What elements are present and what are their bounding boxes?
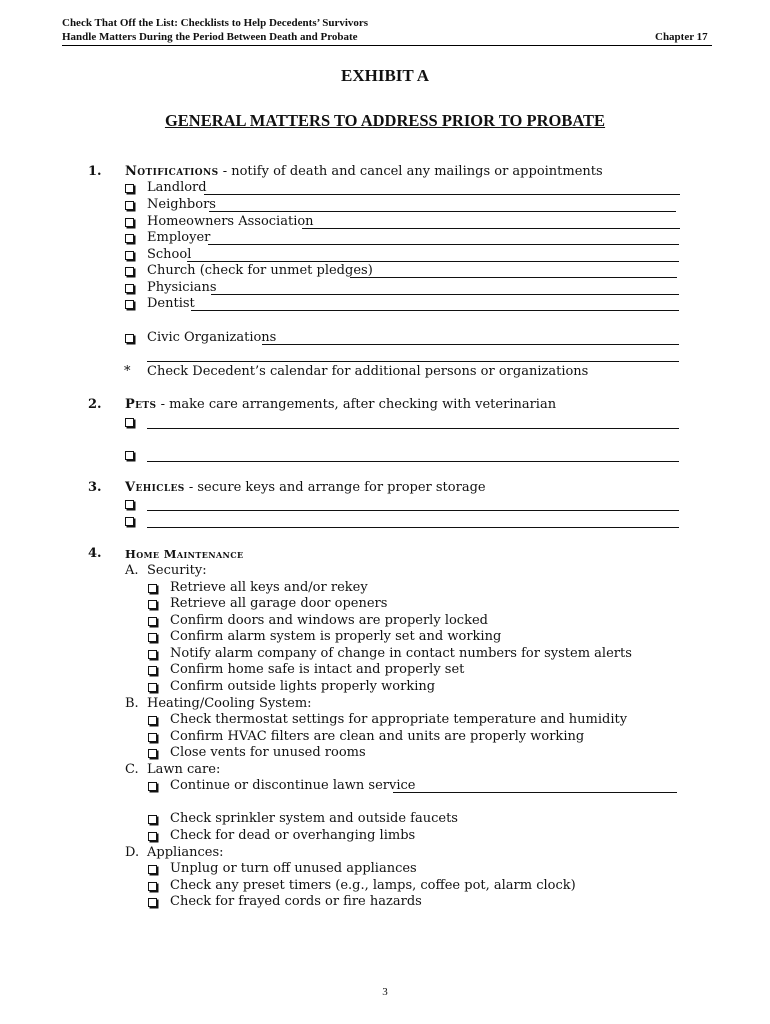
list-item: Retrieve all garage door openers — [170, 596, 388, 611]
list-item: Retrieve all keys and/or rekey — [170, 580, 368, 595]
home-maintenance-heading-row — [125, 546, 244, 563]
list-item: Notify alarm company of change in contact numbers for system alerts — [170, 646, 632, 661]
header-title-line2: Handle Matters During the Period Between Death and Probate — [62, 31, 358, 43]
list-item: Check for dead or overhanging limbs — [170, 828, 416, 843]
checkbox[interactable] — [148, 633, 157, 642]
section-number: 2. — [88, 397, 102, 412]
pets-desc: - make care arrangements, after checking with veterinarian — [156, 397, 557, 412]
subsection-label: Lawn care: — [147, 762, 221, 777]
subsection-letter: C. — [125, 762, 139, 777]
blank-line[interactable] — [147, 510, 679, 511]
blank-line[interactable] — [262, 344, 679, 345]
notifications-desc: - notify of death and cancel any mailings or appointments — [218, 164, 603, 179]
header-rule — [62, 45, 712, 46]
blank-line[interactable] — [350, 277, 677, 278]
subsection-label: Heating/Cooling System: — [147, 696, 312, 711]
page-number: 3 — [382, 986, 388, 998]
asterisk: * — [124, 364, 131, 379]
header-title-line1: Check That Off the List: Checklists to Help Decedents’ Survivors — [62, 17, 369, 29]
list-item: Unplug or turn off unused appliances — [170, 861, 417, 876]
checkbox[interactable] — [148, 666, 157, 675]
checkbox[interactable] — [125, 418, 134, 427]
checkbox[interactable] — [148, 749, 157, 758]
subsection-label: Appliances: — [147, 845, 224, 860]
checkbox[interactable] — [148, 865, 157, 874]
list-item: Close vents for unused rooms — [170, 745, 366, 760]
list-item: Confirm outside lights properly working — [170, 679, 436, 694]
list-item: Confirm HVAC filters are clean and units are properly working — [170, 729, 585, 744]
subsection-letter: B. — [125, 696, 139, 711]
list-item: Landlord — [147, 180, 207, 195]
checkbox[interactable] — [125, 517, 134, 526]
page-title: GENERAL MATTERS TO ADDRESS PRIOR TO PROBATE — [164, 111, 606, 130]
checkbox[interactable] — [125, 300, 134, 309]
checkbox[interactable] — [148, 600, 157, 609]
blank-line[interactable] — [204, 194, 680, 195]
list-item: Confirm doors and windows are properly locked — [170, 613, 488, 628]
checkbox[interactable] — [125, 251, 134, 260]
blank-line[interactable] — [209, 211, 676, 212]
checkbox[interactable] — [148, 650, 157, 659]
list-item: Physicians — [147, 280, 217, 295]
checkbox[interactable] — [125, 267, 134, 276]
civic-organizations-label: Civic Organizations — [147, 330, 277, 345]
subsection-letter: A. — [125, 563, 139, 578]
blank-line[interactable] — [208, 244, 679, 245]
section-number: 1. — [88, 164, 102, 179]
list-item: Dentist — [147, 296, 195, 311]
vehicles-heading: Vehicles — [125, 480, 185, 495]
checkbox[interactable] — [125, 218, 134, 227]
list-item: Church (check for unmet pledges) — [147, 263, 373, 278]
blank-line[interactable] — [147, 461, 679, 462]
blank-line[interactable] — [191, 310, 679, 311]
blank-line[interactable] — [187, 261, 679, 262]
list-item: Check any preset timers (e.g., lamps, coffee pot, alarm clock) — [170, 878, 576, 893]
notifications-heading-row — [125, 164, 603, 180]
list-item: Check for frayed cords or fire hazards — [170, 894, 422, 909]
checkbox[interactable] — [125, 201, 134, 210]
blank-line[interactable] — [147, 527, 679, 528]
list-item: Confirm home safe is intact and properly set — [170, 662, 465, 677]
blank-line[interactable] — [211, 294, 679, 295]
pets-heading-row — [125, 397, 556, 413]
list-item: Homeowners Association — [147, 214, 314, 229]
blank-line[interactable] — [147, 361, 679, 362]
list-item: Neighbors — [147, 197, 216, 212]
checkbox[interactable] — [125, 334, 134, 343]
checkbox[interactable] — [148, 782, 157, 791]
checkbox[interactable] — [148, 733, 157, 742]
list-item: Check thermostat settings for appropriate temperature and humidity — [170, 712, 628, 727]
notifications-heading: Notifications — [125, 164, 219, 179]
checkbox[interactable] — [148, 716, 157, 725]
vehicles-desc: - secure keys and arrange for proper storage — [184, 480, 486, 495]
blank-line[interactable] — [147, 428, 679, 429]
exhibit-heading: EXHIBIT A — [340, 66, 430, 85]
subsection-label: Security: — [147, 563, 207, 578]
list-item: School — [147, 247, 192, 262]
checkbox[interactable] — [125, 184, 134, 193]
calendar-note: Check Decedent’s calendar for additional persons or organizations — [147, 364, 589, 379]
checkbox[interactable] — [148, 584, 157, 593]
list-item: Employer — [147, 230, 211, 245]
checkbox[interactable] — [148, 617, 157, 626]
checkbox[interactable] — [148, 898, 157, 907]
blank-line[interactable] — [302, 228, 680, 229]
checkbox[interactable] — [125, 284, 134, 293]
subsection-letter: D. — [125, 845, 140, 860]
vehicles-heading-row — [125, 480, 486, 496]
blank-line[interactable] — [393, 792, 677, 793]
list-item: Confirm alarm system is properly set and working — [170, 629, 502, 644]
checkbox[interactable] — [148, 832, 157, 841]
checkbox[interactable] — [125, 451, 134, 460]
section-number: 3. — [88, 480, 102, 495]
section-number: 4. — [88, 546, 102, 561]
home-maintenance-heading: Home Maintenance — [125, 547, 244, 561]
checkbox[interactable] — [148, 815, 157, 824]
pets-heading: Pets — [125, 397, 157, 412]
list-item: Check sprinkler system and outside faucets — [170, 811, 458, 826]
checkbox[interactable] — [125, 500, 134, 509]
checkbox[interactable] — [125, 234, 134, 243]
header-chapter: Chapter 17 — [655, 31, 708, 43]
checkbox[interactable] — [148, 683, 157, 692]
checkbox[interactable] — [148, 882, 157, 891]
list-item: Continue or discontinue lawn service — [170, 778, 416, 793]
